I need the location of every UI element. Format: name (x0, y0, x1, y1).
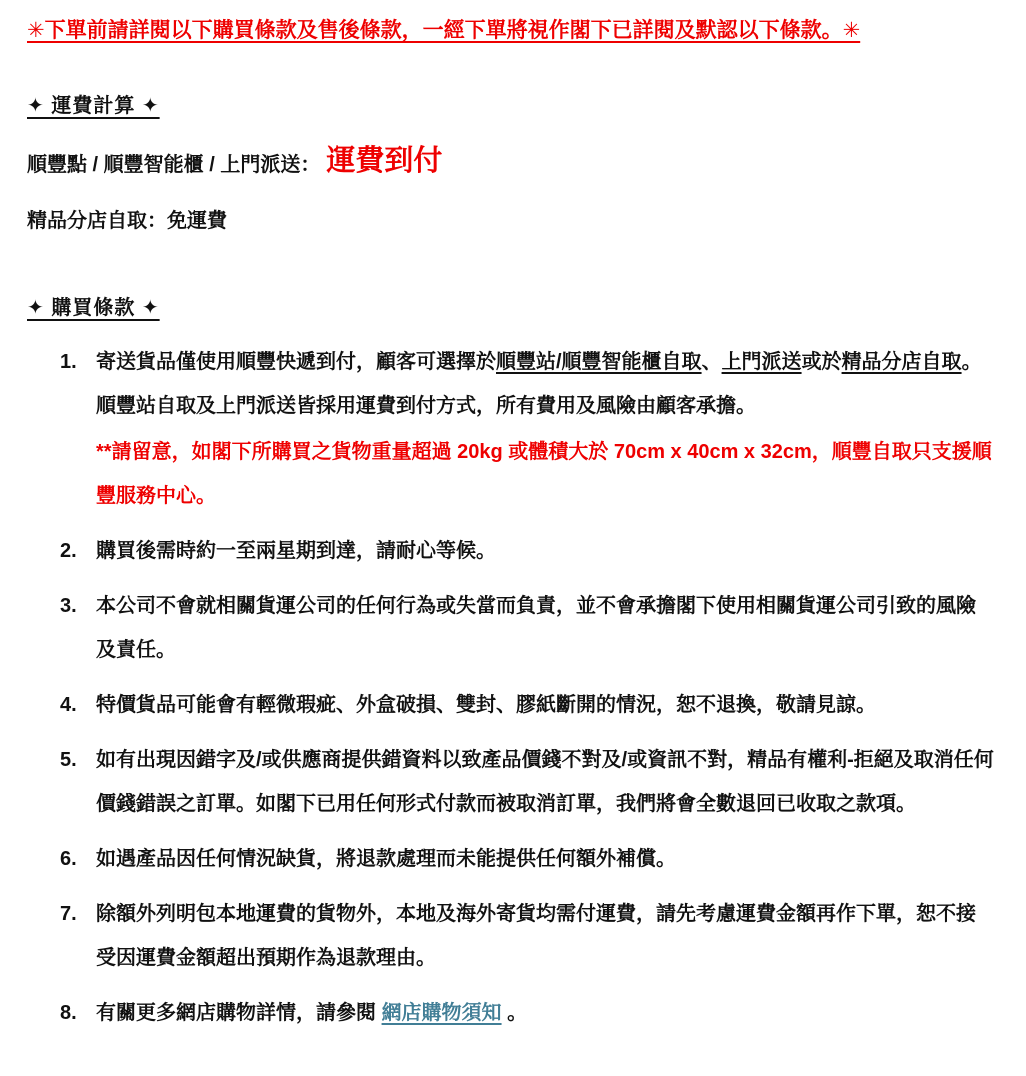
item-text: 本公司不會就相關貨運公司的任何行為或失當而負責，並不會承擔閣下使用相關貨運公司引致的風險及責任。 (96, 595, 976, 662)
terms-list-item (60, 837, 995, 881)
item-number: 7. (60, 903, 77, 926)
item-number: 1. (60, 351, 77, 374)
item-text: 。 (501, 1002, 528, 1025)
top-warning-notice: ✳下單前請詳閱以下購買條款及售後條款，一經下單將視作閣下已詳閱及默認以下條款。✳ (27, 19, 861, 42)
item-text: 如有出現因錯字及/或供應商提供錯資料以致產品價錢不對及/或資訊不對，精品有權利-拒絕及取消任何價錢錯誤之訂單。如閣下已用任何形式付款而被取消訂單，我們將會全數退回已收取之款項。 (96, 749, 994, 816)
shipping-method-line (27, 146, 998, 178)
item-text: 購買後需時約一至兩星期到達，請耐心等候。 (96, 540, 496, 563)
item-text: 除額外列明包本地運費的貨物外，本地及海外寄貨均需付運費，請先考慮運費金額再作下單，恕不接受因運費金額超出預期作為退款理由。 (96, 903, 976, 970)
item-text: 、 (701, 351, 722, 374)
store-pickup-line: 精品分店自取：免運費 (27, 210, 227, 233)
terms-list-item (60, 683, 995, 727)
item-text: 有關更多網店購物詳情，請參閱 (96, 1002, 382, 1025)
freight-collect-value: 運費到付 (326, 145, 443, 178)
shipping-fee-section-heading: ✦ 運費計算 ✦ (27, 95, 160, 118)
item-number: 8. (60, 1002, 77, 1025)
terms-list-item (60, 340, 995, 518)
underlined-term-text: 順豐站/順豐智能櫃自取 (496, 351, 702, 374)
item-number: 2. (60, 540, 77, 563)
underlined-term-text: 精品分店自取 (841, 351, 962, 374)
terms-list (60, 340, 998, 1035)
shipping-method-label: 順豐點 / 順豐智能櫃 / 上門派送： (27, 153, 321, 176)
item-number: 5. (60, 749, 77, 772)
weight-size-warning-note: **請留意，如閣下所購買之貨物重量超過 20kg 或體積大於 70cm x 40cm x 32cm，順豐自取只支援順豐服務中心。 (96, 441, 992, 508)
terms-list-item (60, 892, 995, 980)
item-text: 。順豐站自取及上門派送皆採用運費到付方式，所有費用及風險由顧客承擔。 (96, 351, 982, 418)
underlined-term-text: 上門派送 (721, 351, 802, 374)
terms-list-item (60, 738, 995, 826)
item-text: 特價貨品可能會有輕微瑕疵、外盒破損、雙封、膠紙斷開的情況，恕不退換，敬請見諒。 (96, 694, 876, 717)
item-number: 6. (60, 848, 77, 871)
terms-list-item (60, 991, 995, 1035)
item-text: 寄送貨品僅使用順豐快遞到付，顧客可選擇於 (96, 351, 496, 374)
item-number: 4. (60, 694, 77, 717)
terms-list-item (60, 529, 995, 573)
item-text: 如遇產品因任何情況缺貨，將退款處理而未能提供任何額外補償。 (96, 848, 676, 871)
item-number: 3. (60, 595, 77, 618)
store-shopping-guide-link[interactable]: 網店購物須知 (381, 1002, 502, 1025)
item-text: 或於 (801, 351, 842, 374)
terms-list-item (60, 584, 995, 672)
purchase-terms-section-heading: ✦ 購買條款 ✦ (27, 297, 160, 320)
